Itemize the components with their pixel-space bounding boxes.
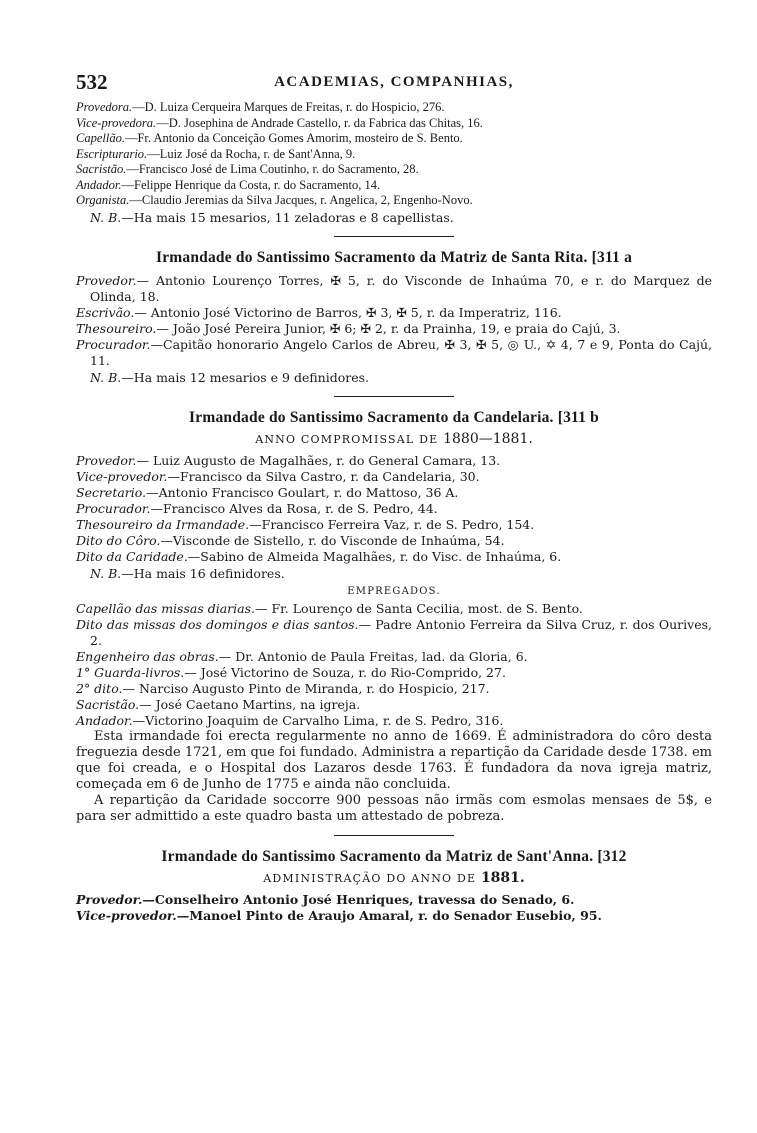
- entry-escripturario: Escripturario.—Luiz José da Rocha, r. de Sant'Anna, 9.: [76, 146, 356, 161]
- entry-capellao: Capellão.—Fr. Antonio da Conceição Gomes Amorim, mosteiro de S. Bento.: [76, 131, 463, 145]
- note-bene: N. B.—Ha mais 12 mesarios e 9 definidores.: [90, 369, 370, 385]
- section-title: Irmandade do Santissimo Sacramento da Matriz de Sant'Anna. [312: [161, 847, 627, 865]
- entry-sacristao: Sacristão.— José Caetano Martins, na igreja.: [76, 696, 361, 712]
- note-bene: N. B.—Ha mais 15 mesarios, 11 zeladoras e 8 capellistas.: [90, 209, 454, 225]
- section-candelaria: [76, 409, 712, 825]
- section-title: Irmandade do Santissimo Sacramento da Candelaria. [311 b: [189, 408, 599, 426]
- section-title: Irmandade do Santissimo Sacramento da Matriz de Santa Rita. [311 a: [155, 248, 633, 266]
- entry-engenheiro: Engenheiro das obras.— Dr. Antonio de Paula Freitas, lad. da Gloria, 6.: [76, 648, 528, 664]
- entry-organista: Organista.—Claudio Jeremias da Silva Jacques, r. Angelica, 2, Engenho-Novo.: [76, 193, 473, 207]
- entry-dito-missas: Dito das missas dos domingos e dias santos.— Padre Antonio Ferreira da Silva Cruz, r. dos Ourives, 2.: [76, 616, 712, 648]
- entry-guarda-livros-1: 1° Guarda-livros.— José Victorino de Souza, r. do Rio-Comprido, 27.: [76, 664, 506, 680]
- section-santanna: [76, 848, 712, 924]
- entry-guarda-livros-2: 2° dito.— Narciso Augusto Pinto de Miranda, r. do Hospicio, 217.: [76, 680, 490, 696]
- section-subtitle: ANNO COMPROMISSAL DE 1880—1881.: [255, 430, 533, 447]
- entry-vice-provedora: Vice-provedora.—D. Josephina de Andrade Castello, r. da Fabrica das Chitas, 16.: [76, 115, 483, 130]
- entry-dito-caridade: Dito da Caridade.—Sabino de Almeida Magalhães, r. do Visc. de Inhaúma, 6.: [76, 548, 562, 564]
- entry-provedor: Provedor.— Luiz Augusto de Magalhães, r. do General Camara, 13.: [76, 452, 501, 468]
- section-santa-rita: [76, 249, 712, 386]
- page-number: 532: [76, 70, 108, 94]
- entry-capellao-missas: Capellão das missas diarias.— Fr. Lourenço de Santa Cecilia, most. de S. Bento.: [76, 600, 583, 616]
- entry-vice-provedor: Vice-provedor.—Manoel Pinto de Araujo Amaral, r. do Senador Eusebio, 95.: [76, 907, 602, 923]
- section-subtitle: ADMINISTRAÇÃO DO ANNO DE 1881.: [263, 869, 525, 886]
- document-page: [76, 70, 712, 924]
- entry-procurador: Procurador.—Capitão honorario Angelo Carlos de Abreu, ✠ 3, ✠ 5, ◎ U., ✡ 4, 7 e 9, Ponta do Cajú, 11.: [76, 336, 712, 368]
- running-title: ACADEMIAS, COMPANHIAS,: [274, 74, 514, 90]
- entry-thesoureiro: Thesoureiro.— João José Pereira Junior, ✠ 6; ✠ 2, r. da Prainha, 19, e praia do Cajú, 3.: [76, 320, 621, 336]
- entry-vice-provedor: Vice-provedor.—Francisco da Silva Castro, r. da Candelaria, 30.: [76, 468, 480, 484]
- entry-secretario: Secretario.—Antonio Francisco Goulart, r. do Mattoso, 36 A.: [76, 484, 459, 500]
- note-bene: N. B.—Ha mais 16 definidores.: [90, 565, 285, 581]
- entry-procurador: Procurador.—Francisco Alves da Rosa, r. de S. Pedro, 44.: [76, 500, 438, 516]
- entry-provedor: Provedor.— Antonio Lourenço Torres, ✠ 5, r. do Visconde de Inhaúma 70, e r. do Marquez de Olinda, 18.: [76, 272, 712, 304]
- empregados-heading: EMPREGADOS.: [347, 585, 441, 597]
- entry-sacristao: Sacristão.—Francisco José de Lima Coutinho, r. do Sacramento, 28.: [76, 162, 419, 176]
- section-divider: [334, 396, 454, 397]
- entry-escrivao: Escrivão.— Antonio José Victorino de Barros, ✠ 3, ✠ 5, r. da Imperatriz, 116.: [76, 304, 562, 320]
- entry-provedor: Provedor.—Conselheiro Antonio José Henriques, travessa do Senado, 6.: [76, 891, 575, 907]
- section-divider: [334, 236, 454, 237]
- entry-thesoureiro: Thesoureiro da Irmandade.—Francisco Ferreira Vaz, r. de S. Pedro, 154.: [76, 516, 535, 532]
- section-continuation: [76, 100, 712, 226]
- page-header: [76, 70, 712, 100]
- section-divider: [334, 835, 454, 836]
- history-paragraph: Esta irmandade foi erecta regularmente no anno de 1669. É administradora do côro desta freguezia desde 1721, em que foi fundado. Administra a repartição da Caridade desde 1738. em que foi creada, e o Hospital dos Lazaros desde 1763. É fundadora da nova igreja matriz, começada em 6 de Junho de 1775 e ainda não concluida.: [76, 728, 712, 792]
- entry-andador: Andador.—Victorino Joaquim de Carvalho Lima, r. de S. Pedro, 316.: [76, 712, 504, 728]
- entry-andador: Andador.—Felippe Henrique da Costa, r. do Sacramento, 14.: [76, 177, 381, 192]
- entry-dito-coro: Dito do Côro.—Visconde de Sistello, r. do Visconde de Inhaúma, 54.: [76, 532, 505, 548]
- charity-paragraph: A repartição da Caridade soccorre 900 pessoas não irmãs com esmolas mensaes de 5$, e para ser admittido a este quadro basta um attestado de pobreza.: [76, 792, 712, 824]
- entry-provedora: Provedora.—D. Luiza Cerqueira Marques de Freitas, r. do Hospicio, 276.: [76, 100, 445, 114]
